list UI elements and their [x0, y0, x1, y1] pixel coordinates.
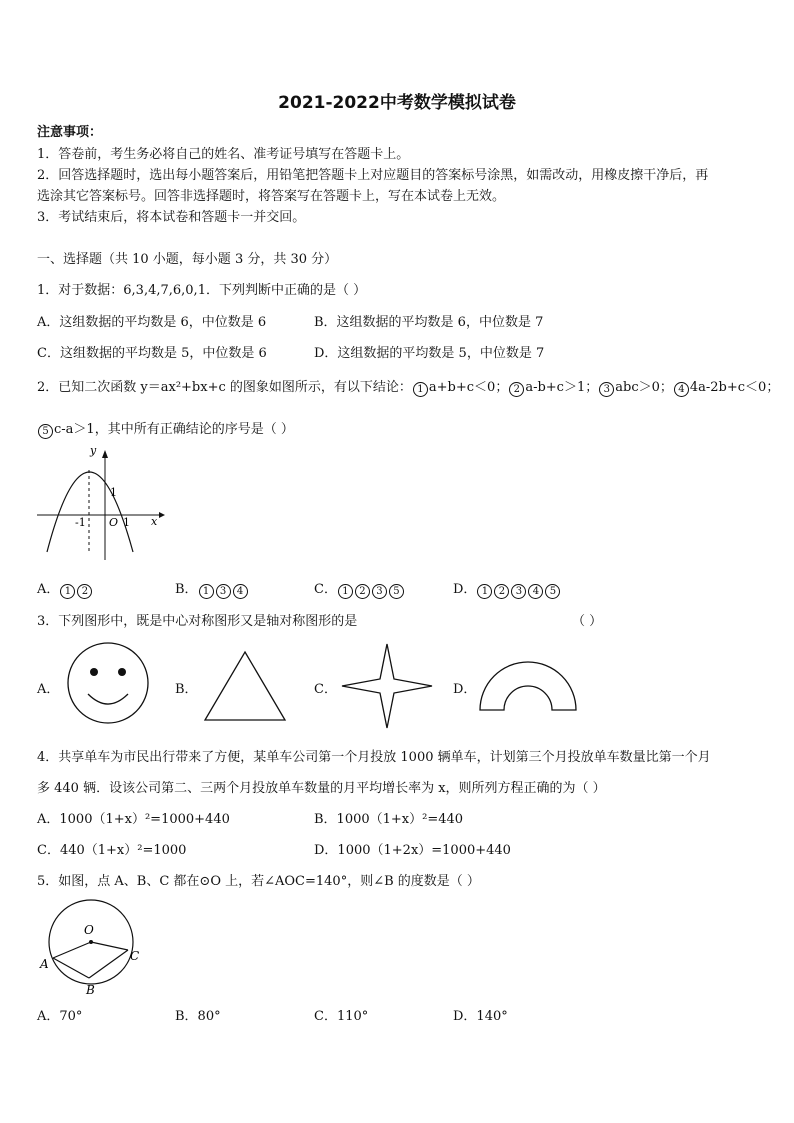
neg-one-label: -1 [75, 516, 86, 529]
segment-oc [91, 942, 128, 950]
q5-option-c: C．110° [314, 1009, 369, 1024]
label-b: B [86, 983, 95, 997]
circled-num-2: 2 [509, 382, 524, 397]
q4-option-c: C．440（1+x）²=1000 [37, 843, 187, 858]
q3-option-c: C． [314, 682, 337, 697]
option-letter: A． [37, 582, 60, 597]
q3-answer-paren: （ ） [572, 614, 603, 629]
q4-option-b: B．1000（1+x）²=440 [314, 812, 464, 827]
q1-option-c: C．这组数据的平均数是 5，中位数是 6 [37, 346, 267, 361]
q5-option-b: B．80° [175, 1009, 221, 1024]
face-outline [68, 643, 148, 723]
notice-item-1: 1．答卷前，考生务必将自己的姓名、准考证号填写在答题卡上。 [37, 147, 410, 162]
q4-option-d: D．1000（1+2x）=1000+440 [314, 843, 511, 858]
q2-option-a [37, 578, 93, 599]
circled-num: 4 [233, 584, 248, 599]
option-letter: D． [453, 582, 477, 597]
circled-num: 1 [60, 584, 75, 599]
y-axis-arrow [102, 450, 108, 458]
triangle [205, 652, 285, 720]
circled-num: 1 [338, 584, 353, 599]
x-axis-arrow [159, 512, 165, 518]
origin-label: O [109, 516, 119, 529]
circled-num-1: 1 [413, 382, 428, 397]
star [342, 644, 432, 728]
semi-ring [480, 662, 576, 710]
q4-option-a: A．1000（1+x）²=1000+440 [37, 812, 230, 827]
notice-item-2: 2．回答选择题时，选出每小题答案后，用铅笔把答题卡上对应题目的答案标号涂黑，如需改动，用橡皮擦干净后，再 [37, 168, 709, 183]
parabola [47, 472, 133, 552]
q2-conclusion-4: 4a-2b+c＜0； [689, 380, 780, 395]
q2-stem [37, 376, 779, 397]
label-c: C [130, 949, 140, 963]
label-a: A [40, 957, 49, 971]
left-eye [90, 668, 98, 676]
q1-stem: 1．对于数据：6,3,4,7,6,0,1．下列判断中正确的是（ ） [37, 283, 367, 298]
circled-num: 1 [199, 584, 214, 599]
smiley-face-figure [62, 640, 154, 726]
circled-num: 3 [511, 584, 526, 599]
semi-ring-figure [476, 650, 580, 714]
q3-stem: 3．下列图形中，既是中心对称图形又是轴对称图形的是 [37, 614, 358, 629]
section-heading: 一、选择题（共 10 小题，每小题 3 分，共 30 分） [37, 252, 338, 267]
q5-circle-figure [36, 894, 146, 998]
circled-num-3: 3 [599, 382, 614, 397]
segment-oa [53, 942, 91, 958]
circled-num: 4 [528, 584, 543, 599]
q3-option-d: D． [453, 682, 477, 697]
label-o: O [84, 923, 94, 937]
q3-option-b: B． [175, 682, 198, 697]
q5-option-a: A．70° [37, 1009, 83, 1024]
q2-conclusion-2: a-b+c＞1； [525, 380, 599, 395]
circled-num: 3 [372, 584, 387, 599]
q1-option-b: B．这组数据的平均数是 6，中位数是 7 [314, 315, 544, 330]
y-axis-label: y [90, 444, 97, 457]
q2-option-d [453, 578, 561, 599]
q2-stem-text: 2．已知二次函数 y＝ax²+bx+c 的图象如图所示，有以下结论： [37, 380, 412, 395]
circled-num: 5 [389, 584, 404, 599]
smile [88, 694, 128, 704]
circled-num: 1 [477, 584, 492, 599]
segment-bc [89, 950, 128, 978]
q5-stem: 5．如图，点 A、B、C 都在⊙O 上，若∠AOC=140°，则∠B 的度数是（ ） [37, 874, 480, 889]
q2-option-c [314, 578, 405, 599]
notice-heading: 注意事项： [37, 125, 103, 140]
option-letter: C． [314, 582, 337, 597]
option-letter: B． [175, 582, 198, 597]
circled-num: 2 [355, 584, 370, 599]
triangle-figure [200, 648, 290, 724]
q2-stem-line2 [37, 418, 294, 439]
q5-option-d: D．140° [453, 1009, 508, 1024]
page-title: 2021-2022中考数学模拟试卷 [278, 93, 516, 113]
q1-option-d: D．这组数据的平均数是 5，中位数是 7 [314, 346, 545, 361]
q2-conclusion-1: a+b+c＜0； [428, 380, 509, 395]
x-one-label: 1 [123, 516, 130, 529]
y-one-label: 1 [110, 486, 117, 499]
q2-conclusion-5: c-a＞1，其中所有正确结论的序号是（ ） [54, 422, 294, 437]
q2-option-b [175, 578, 249, 599]
q4-stem-line1: 4．共享单车为市民出行带来了方便，某单车公司第一个月投放 1000 辆单车，计划第三个月投放单车数量比第一个月 [37, 750, 711, 765]
four-point-star-figure [338, 642, 436, 730]
x-axis-label: x [151, 515, 158, 528]
right-eye [118, 668, 126, 676]
notice-item-2-cont: 选涂其它答案标号。回答非选择题时，将答案写在答题卡上，写在本试卷上无效。 [37, 189, 506, 204]
circled-num-4: 4 [674, 382, 689, 397]
circled-num: 2 [77, 584, 92, 599]
circled-num-5: 5 [38, 424, 53, 439]
q3-option-a: A． [37, 682, 60, 697]
q1-option-a: A．这组数据的平均数是 6，中位数是 6 [37, 315, 267, 330]
q2-parabola-graph [35, 442, 165, 562]
circled-num: 5 [545, 584, 560, 599]
q4-stem-line2: 多 440 辆．设该公司第二、三两个月投放单车数量的月平均增长率为 x，则所列方程正确的为（ ） [37, 781, 606, 796]
q2-conclusion-3: abc＞0； [615, 380, 673, 395]
circled-num: 3 [216, 584, 231, 599]
circled-num: 2 [494, 584, 509, 599]
notice-item-3: 3．考试结束后，将本试卷和答题卡一并交回。 [37, 210, 306, 225]
